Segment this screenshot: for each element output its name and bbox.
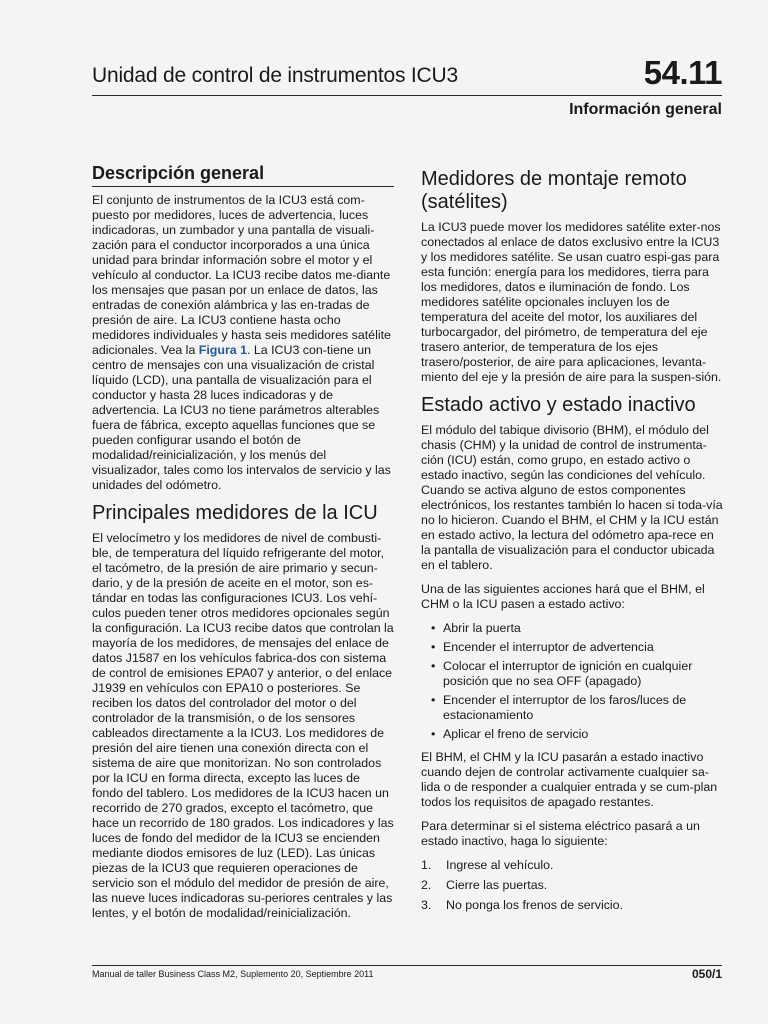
step-text: No ponga los frenos de servicio. — [446, 898, 624, 912]
step-number: 2. — [421, 878, 432, 892]
footer-divider — [92, 965, 722, 966]
paragraph-actions-intro: Una de las siguientes acciones hará que el BHM, el CHM o la ICU pasen a estado activo: — [421, 582, 705, 611]
right-column — [421, 166, 723, 918]
document-title: Unidad de control de instrumentos ICU3 — [92, 64, 458, 87]
list-item: • Colocar el interruptor de ignición en cualquier posición que no sea OFF (apagado) — [443, 659, 723, 689]
step-item — [421, 858, 723, 873]
heading-main-gauges: Principales medidores de la ICU — [92, 502, 378, 524]
paragraph-active-inactive: El módulo del tabique divisorio (BHM), el módulo del chasis (CHM) y la unidad de control de instrumenta-ción (ICU) están, como grupo, en estado activo o estado inactivo, según las condiciones del vehículo. Cuando se activa alguno de estos componentes electrónicos, los restantes también lo hacen si toda-vía no lo hicieron. Cuando el BHM, el CHM y la ICU están en estado activo, la lectura del odómetro apa-rece en la pantalla de visualización para el conductor ubicada en el tablero. — [421, 423, 723, 572]
heading-active-inactive: Estado activo y estado inactivo — [421, 394, 696, 416]
paragraph-text: El conjunto de instrumentos de la ICU3 está com-puesto por medidores, luces de advertencia, luces indicadoras, un zumbador y una pantalla de visuali-zación para el conductor incorporados a una única unidad para brindar información sobre el motor y el vehículo al conductor. La ICU3 recibe datos me-diante los mensajes que pasan por un enlace de datos, las entradas de conexión alámbrica y las en-tradas de presión de aire. La ICU3 contiene hasta ocho medidores individuales y hasta seis medidores satélite adicionales. Vea la — [92, 193, 391, 357]
heading-remote-gauges: Medidores de montaje remoto (satélites) — [421, 168, 687, 213]
section-number: 54.11 — [643, 54, 722, 91]
left-column — [92, 163, 394, 930]
list-item: • Encender el interruptor de los faros/luces de estacionamiento — [443, 693, 723, 723]
step-item — [421, 878, 723, 893]
paragraph-inactive-state: El BHM, el CHM y la ICU pasarán a estado inactivo cuando dejen de controlar activamente cualquier sa-lida o de responder a cualquier entrada y se cum-plan todos los requisitos de apagado restantes. — [421, 750, 718, 809]
step-item — [421, 898, 723, 913]
paragraph-remote-gauges: La ICU3 puede mover los medidores satélite exter-nos conectados al enlace de datos exclusivo entre la ICU3 y los medidores satélite. Se usan cuatro espi-gas para esta función: energía para los medidores, tierra para los medidores, datos e iluminación de fondo. Los medidores satélite opcionales incluyen los de temperatura del aceite del motor, los auxiliares del turbocargador, del pirómetro, de temperatura del eje trasero anterior, de temperatura de los ejes trasero/posterior, de aire para aplicaciones, levanta-miento del eje y la presión de aire para la suspen-sión. — [421, 220, 722, 384]
list-item: • Abrir la puerta — [443, 621, 723, 636]
steps-list — [421, 858, 723, 913]
section-heading: Información general — [569, 101, 722, 118]
paragraph-general-description — [92, 193, 394, 493]
list-item: • Encender el interruptor de advertencia — [443, 640, 723, 655]
page-number: 050/1 — [691, 967, 722, 981]
paragraph-text: . La ICU3 con-tiene un centro de mensajes con una visualización de cristal líquido (LCD), una pantalla de visualización para el conductor y hasta 28 luces indicadoras y de advertencia. La ICU3 no tiene parámetros alterables fuera de fábrica, excepto aquellas funciones que se pueden configurar usando el botón de modalidad/reinicialización, y los menús del visualizador, tales como los intervalos de servicio y las unidades del odómetro. — [92, 343, 391, 492]
step-number: 1. — [421, 858, 432, 872]
list-item: • Aplicar el freno de servicio — [443, 727, 723, 742]
paragraph-steps-intro: Para determinar si el sistema eléctrico pasará a un estado inactivo, haga lo siguiente: — [421, 819, 700, 848]
figure-1-link[interactable]: Figura 1 — [198, 343, 247, 357]
step-text: Ingrese al vehículo. — [446, 858, 554, 872]
actions-list — [421, 621, 723, 742]
header-divider — [92, 95, 722, 96]
step-text: Cierre las puertas. — [446, 878, 548, 892]
heading-general-description: Descripción general — [92, 166, 394, 187]
paragraph-main-gauges: El velocímetro y los medidores de nivel de combusti-ble, de temperatura del líquido refrigerante del motor, el tacómetro, de la presión de aire primario y secun-dario, y de la presión de aceite en el motor, son es-tándar en todas las configuraciones ICU3. Los vehí-culos pueden tener otros medidores opcionales según la configuración. La ICU3 recibe datos que controlan la mayoría de los medidores, de mensajes del enlace de datos J1587 en los vehículos fabrica-dos con sistema de control de emisiones EPA07 y anterior, o del enlace J1939 en vehículos con EPA10 o posteriores. Se reciben los datos del controlador del motor o del controlador de la transmisión, o de los sensores cableados directamente a la ICU3. Los medidores de presión del aire tienen una conexión directa con el sistema de aire que monitorizan. No son controlados por la ICU en forma directa, excepto las luces de fondo del tablero. Los medidores de la ICU3 hacen un recorrido de 270 grados, excepto el tacómetro, que hace un recorrido de 180 grados. Los indicadores y las luces de fondo del medidor de la ICU3 se encienden mediante diodos emisores de luz (LED). Las únicas piezas de la ICU3 que requieren operaciones de servicio son el módulo del medidor de presión de aire, las nueve luces indicadoras su-periores centrales y las lentes, y el botón de modalidad/reinicialización. — [92, 531, 394, 920]
footer-text: Manual de taller Business Class M2, Suplemento 20, Septiembre 2011 — [92, 969, 374, 979]
step-number: 3. — [421, 898, 432, 912]
